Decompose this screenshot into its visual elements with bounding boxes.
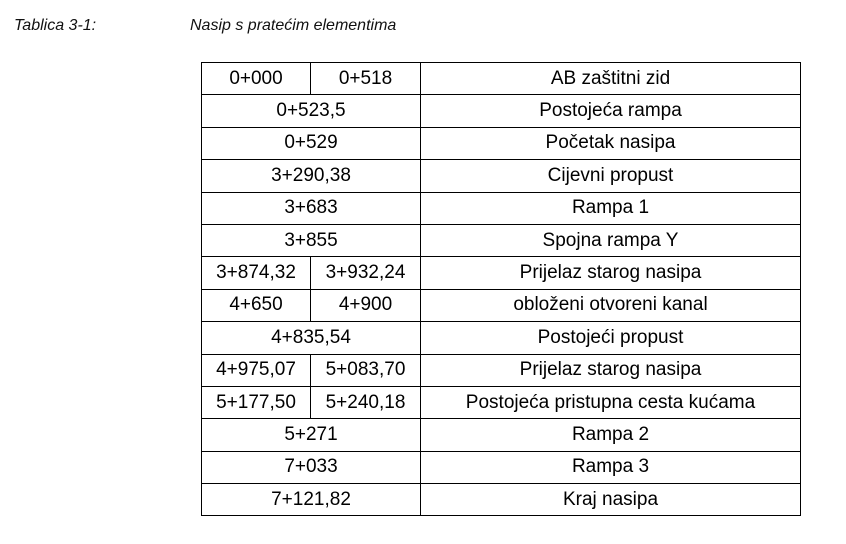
table-row xyxy=(202,451,801,483)
element-description: Prijelaz starog nasipa xyxy=(421,354,801,386)
chainage-point: 5+271 xyxy=(202,419,421,451)
table-row xyxy=(202,289,801,321)
chainage-point: 7+121,82 xyxy=(202,484,421,516)
chainage-point: 7+033 xyxy=(202,451,421,483)
element-description: Postojeća rampa xyxy=(421,95,801,127)
element-description: Rampa 1 xyxy=(421,192,801,224)
element-description: Cijevni propust xyxy=(421,160,801,192)
table-row xyxy=(202,419,801,451)
table-row xyxy=(202,484,801,516)
element-description: Postojeća pristupna cesta kućama xyxy=(421,386,801,418)
chainage-point: 3+683 xyxy=(202,192,421,224)
table-caption-label: Tablica 3-1: xyxy=(14,17,97,34)
chainage-from: 4+975,07 xyxy=(202,354,311,386)
table-row xyxy=(202,354,801,386)
table-row xyxy=(202,160,801,192)
table-row xyxy=(202,127,801,159)
element-description: Kraj nasipa xyxy=(421,484,801,516)
table-row xyxy=(202,257,801,289)
element-description: Postojeći propust xyxy=(421,322,801,354)
chainage-from: 4+650 xyxy=(202,289,311,321)
chainage-to: 5+083,70 xyxy=(311,354,421,386)
chainage-point: 4+835,54 xyxy=(202,322,421,354)
element-description: obloženi otvoreni kanal xyxy=(421,289,801,321)
chainage-from: 5+177,50 xyxy=(202,386,311,418)
chainage-to: 0+518 xyxy=(311,63,421,95)
element-description: Rampa 3 xyxy=(421,451,801,483)
chainage-point: 3+290,38 xyxy=(202,160,421,192)
table-row xyxy=(202,386,801,418)
element-description: Prijelaz starog nasipa xyxy=(421,257,801,289)
element-description: Spojna rampa Y xyxy=(421,224,801,256)
chainage-to: 4+900 xyxy=(311,289,421,321)
table-row xyxy=(202,322,801,354)
chainage-point: 0+529 xyxy=(202,127,421,159)
chainage-to: 3+932,24 xyxy=(311,257,421,289)
chainage-from: 3+874,32 xyxy=(202,257,311,289)
chainage-point: 0+523,5 xyxy=(202,95,421,127)
table-row xyxy=(202,192,801,224)
chainage-table xyxy=(201,62,801,516)
element-description: AB zaštitni zid xyxy=(421,63,801,95)
element-description: Početak nasipa xyxy=(421,127,801,159)
table-row xyxy=(202,95,801,127)
table-caption-title: Nasip s pratećim elementima xyxy=(190,17,397,34)
chainage-to: 5+240,18 xyxy=(311,386,421,418)
element-description: Rampa 2 xyxy=(421,419,801,451)
table-row xyxy=(202,224,801,256)
chainage-from: 0+000 xyxy=(202,63,311,95)
chainage-point: 3+855 xyxy=(202,224,421,256)
table-row xyxy=(202,63,801,95)
